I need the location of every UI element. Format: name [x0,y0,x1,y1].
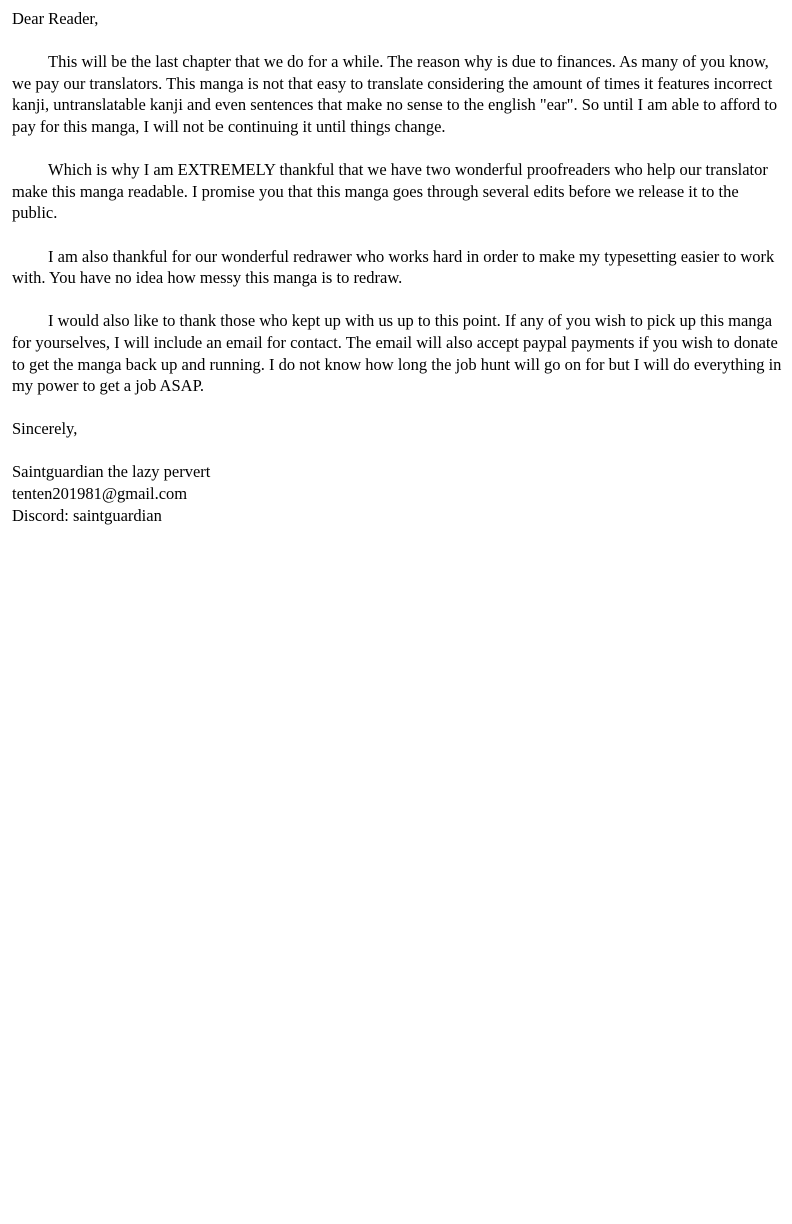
closing: Sincerely, [12,419,78,439]
paragraph-redrawer: I am also thankful for our wonderful redrawer who works hard in order to make my typesetting easier to work with. You have no idea how messy this manga is to redraw. [12,246,775,288]
contact-discord: Discord: saintguardian [12,505,162,525]
signature-block [12,461,784,526]
paragraph-proofreaders: Which is why I am EXTREMELY thankful that we have two wonderful proofreaders who help our translator make this manga readable. I promise you that this manga goes through several edits before we release it to the public. [12,160,768,223]
letter-body [12,8,784,526]
salutation: Dear Reader, [12,9,99,28]
signature-name: Saintguardian the lazy pervert [12,462,211,482]
contact-email: tenten201981@gmail.com [12,484,188,504]
paragraph-thanks: I would also like to thank those who kept up with us up to this point. If any of you wish to pick up this manga for yourselves, I will include an email for contact. The email will also accept paypal payments if you wish to donate to get the manga back up and running. I do not know how long the job hunt will go on for but I will do everything in my power to get a job ASAP. [12,311,782,396]
paragraph-finances: This will be the last chapter that we do for a while. The reason why is due to finances. As many of you know, we pay our translators. This manga is not that easy to translate considering the amount of times it features incorrect kanji, untranslatable kanji and even sentences that make no sense to the english "ear". So until I am able to afford to pay for this manga, I will not be continuing it until things change. [12,52,778,136]
